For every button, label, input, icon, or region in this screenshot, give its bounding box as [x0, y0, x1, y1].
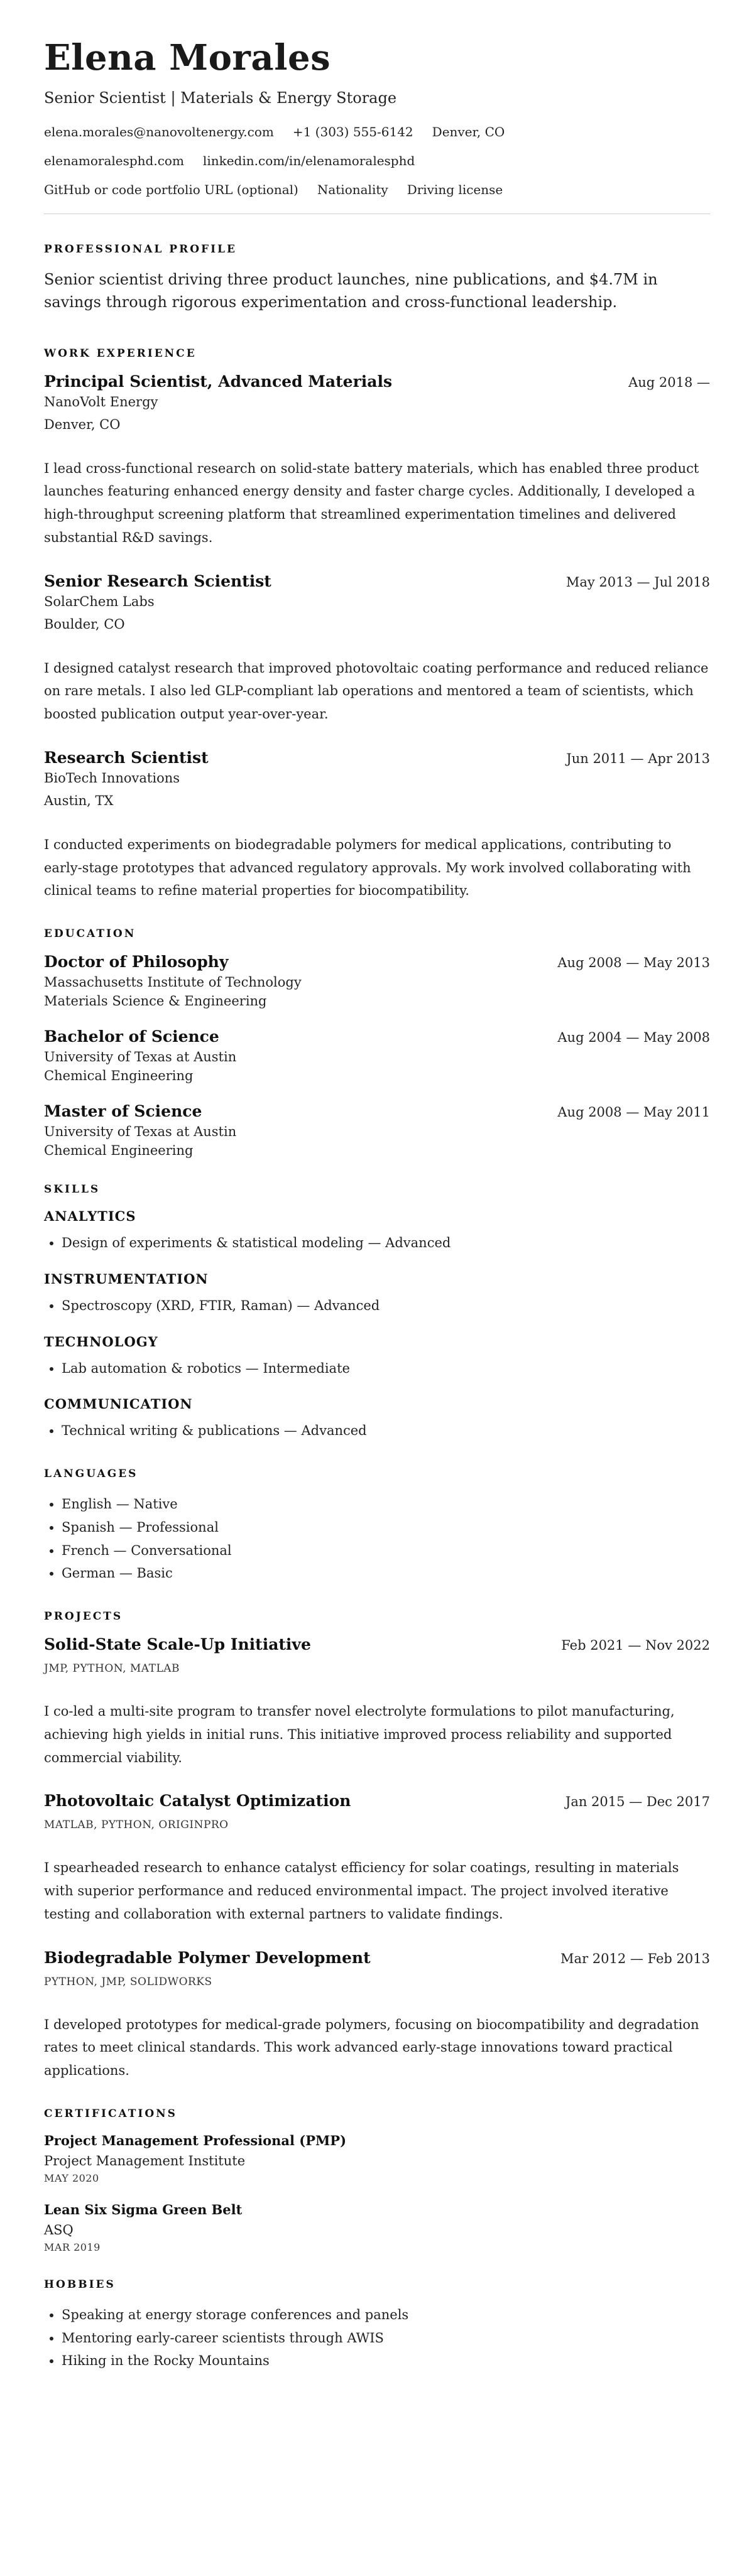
- education-section: [44, 928, 710, 1158]
- degree-dates: Aug 2008 — May 2013: [557, 955, 710, 971]
- certification-name: Lean Six Sigma Green Belt: [44, 2201, 243, 2217]
- project-dates: Feb 2021 — Nov 2022: [561, 1638, 710, 1653]
- experience-entry: [44, 749, 710, 902]
- project-description: I co-led a multi-site program to transfer novel electrolyte formulations to pilot manufacturing, achieving high yields in initial runs. This initiative improved process reliability and supported commercial viability.: [44, 1704, 675, 1765]
- profile-summary: Senior scientist driving three product launches, nine publications, and $4.7M in savings through rigorous experimentation and cross-functional leadership.: [44, 270, 658, 311]
- job-title: Principal Scientist, Advanced Materials: [44, 372, 393, 391]
- education-entry: [44, 1027, 710, 1083]
- degree-field: Chemical Engineering: [44, 1068, 194, 1084]
- job-company: SolarChem Labs: [44, 593, 155, 609]
- experience-entry: [44, 572, 710, 726]
- job-description: I conducted experiments on biodegradable polymers for medical applications, contributing to early-stage prototypes that advanced regulatory approvals. My work involved collaborating with clinical teams to refine material properties for biocompatibility.: [44, 836, 691, 899]
- experience-entry: [44, 372, 710, 549]
- contact-row-1: [44, 124, 710, 139]
- skill-group: [44, 1271, 710, 1318]
- contact-linkedin[interactable]: linkedin.com/in/elenamoralesphd: [202, 153, 415, 168]
- skill-group: [44, 1334, 710, 1380]
- degree-field: Materials Science & Engineering: [44, 993, 267, 1009]
- language-list: [44, 1493, 710, 1585]
- section-heading-skills: SKILLS: [44, 1183, 101, 1196]
- certifications-section: [44, 2108, 710, 2253]
- school-name: University of Texas at Austin: [44, 1049, 237, 1065]
- project-entry: [44, 1792, 710, 1925]
- job-description: I designed catalyst research that improved photovoltaic coating performance and reduced reliance on rare metals. I also led GLP-compliant lab operations and mentored a team of scientists, which boosted publication output year-over-year.: [44, 660, 709, 722]
- languages-section: [44, 1468, 710, 1585]
- project-description: I developed prototypes for medical-grade polymers, focusing on biocompatibility and degradation rates to meet clinical standards. This work advanced early-stage innovations toward practical applications.: [44, 2016, 699, 2079]
- job-dates: Aug 2018 —: [628, 374, 710, 390]
- section-heading-certifications: CERTIFICATIONS: [44, 2107, 177, 2120]
- certification-entry: [44, 2202, 710, 2253]
- project-entry: [44, 1635, 710, 1769]
- certification-entry: [44, 2133, 710, 2184]
- contact-nationality: Nationality: [317, 181, 388, 197]
- section-heading-education: EDUCATION: [44, 928, 136, 941]
- section-heading-hobbies: HOBBIES: [44, 2278, 116, 2291]
- job-dates: May 2013 — Jul 2018: [566, 574, 710, 590]
- candidate-title: Senior Scientist | Materials & Energy Storage: [44, 89, 397, 107]
- contact-email[interactable]: elena.morales@nanovoltenergy.com: [44, 124, 274, 139]
- contact-driving-license: Driving license: [407, 181, 503, 197]
- candidate-name: Elena Morales: [44, 37, 331, 78]
- contact-phone[interactable]: +1 (303) 555-6142: [292, 124, 413, 139]
- job-company: BioTech Innovations: [44, 770, 180, 786]
- skill-list: [44, 1357, 710, 1380]
- job-location: Boulder, CO: [44, 616, 125, 632]
- degree-dates: Aug 2008 — May 2011: [557, 1105, 710, 1120]
- hobby-item: • Mentoring early-career scientists through AWIS: [62, 2327, 710, 2350]
- contact-website[interactable]: elenamoralesphd.com: [44, 153, 184, 168]
- hobby-item: • Hiking in the Rocky Mountains: [62, 2349, 710, 2373]
- skill-list: [44, 1294, 710, 1318]
- section-heading-experience: WORK EXPERIENCE: [44, 347, 197, 360]
- skill-category: COMMUNICATION: [44, 1396, 193, 1412]
- project-tech: PYTHON, JMP, SOLIDWORKS: [44, 1975, 212, 1988]
- skills-section: [44, 1183, 710, 1442]
- project-entry: [44, 1949, 710, 2082]
- project-title: Biodegradable Polymer Development: [44, 1948, 371, 1967]
- job-title: Senior Research Scientist: [44, 571, 271, 590]
- certification-name: Project Management Professional (PMP): [44, 2132, 347, 2148]
- education-entry: [44, 953, 710, 1009]
- school-name: Massachusetts Institute of Technology: [44, 975, 302, 990]
- skill-group: [44, 1396, 710, 1442]
- experience-section: [44, 347, 710, 903]
- job-dates: Jun 2011 — Apr 2013: [566, 750, 710, 766]
- skill-category: ANALYTICS: [44, 1208, 136, 1225]
- project-dates: Mar 2012 — Feb 2013: [560, 1951, 710, 1966]
- skill-list: [44, 1231, 710, 1255]
- project-tech: MATLAB, PYTHON, ORIGINPRO: [44, 1819, 229, 1832]
- job-location: Austin, TX: [44, 793, 114, 808]
- projects-section: [44, 1610, 710, 2082]
- skill-category: TECHNOLOGY: [44, 1333, 158, 1350]
- language-item: • English — Native: [62, 1493, 710, 1516]
- job-company: NanoVolt Energy: [44, 394, 158, 409]
- skill-list: [44, 1419, 710, 1442]
- hobby-item: • Speaking at energy storage conferences and panels: [62, 2303, 710, 2327]
- project-title: Photovoltaic Catalyst Optimization: [44, 1792, 351, 1810]
- certification-issuer: Project Management Institute: [44, 2153, 246, 2168]
- education-entry: [44, 1102, 710, 1158]
- language-item: • German — Basic: [62, 1562, 710, 1585]
- job-description: I lead cross-functional research on solid-state battery materials, which has enabled three product launches featuring enhanced energy density and faster charge cycles. Additionally, I developed a high-throughput screening platform that streamlined experimentation timelines and delivered substantial R&D savings.: [44, 460, 699, 545]
- project-title: Solid-State Scale-Up Initiative: [44, 1635, 311, 1654]
- degree-title: Master of Science: [44, 1102, 202, 1121]
- contact-location: Denver, CO: [432, 124, 505, 139]
- certification-date: MAR 2019: [44, 2241, 101, 2253]
- project-dates: Jan 2015 — Dec 2017: [565, 1794, 710, 1810]
- degree-dates: Aug 2004 — May 2008: [557, 1030, 710, 1046]
- certification-date: MAY 2020: [44, 2172, 99, 2184]
- resume-header: [44, 39, 710, 197]
- project-tech: JMP, PYTHON, MATLAB: [44, 1662, 180, 1675]
- skill-category: INSTRUMENTATION: [44, 1270, 209, 1287]
- skill-group: [44, 1208, 710, 1255]
- section-heading-projects: PROJECTS: [44, 1610, 123, 1623]
- language-item: • Spanish — Professional: [62, 1516, 710, 1539]
- skill-item: • Technical writing & publications — Advanced: [62, 1419, 710, 1442]
- skill-item: • Lab automation & robotics — Intermediate: [62, 1357, 710, 1380]
- school-name: University of Texas at Austin: [44, 1124, 237, 1140]
- skill-item: • Spectroscopy (XRD, FTIR, Raman) — Advanced: [62, 1294, 710, 1318]
- degree-title: Doctor of Philosophy: [44, 953, 229, 971]
- section-heading-languages: LANGUAGES: [44, 1468, 138, 1481]
- skill-item: • Design of experiments & statistical modeling — Advanced: [62, 1231, 710, 1255]
- hobbies-section: [44, 2278, 710, 2373]
- certification-issuer: ASQ: [44, 2222, 74, 2238]
- job-title: Research Scientist: [44, 748, 209, 767]
- project-description: I spearheaded research to enhance catalyst efficiency for solar coatings, resulting in materials with superior performance and reduced environmental impact. The project involved iterative testing and collaboration with external partners to validate findings.: [44, 1860, 679, 1922]
- degree-field: Chemical Engineering: [44, 1143, 194, 1159]
- hobby-list: [44, 2303, 710, 2373]
- contact-row-3: [44, 182, 710, 197]
- section-heading-profile: PROFESSIONAL PROFILE: [44, 242, 237, 256]
- contact-github-placeholder: GitHub or code portfolio URL (optional): [44, 181, 298, 197]
- job-location: Denver, CO: [44, 416, 121, 432]
- contact-row-2: [44, 153, 710, 168]
- profile-section: [44, 243, 710, 313]
- language-item: • French — Conversational: [62, 1539, 710, 1562]
- degree-title: Bachelor of Science: [44, 1027, 219, 1046]
